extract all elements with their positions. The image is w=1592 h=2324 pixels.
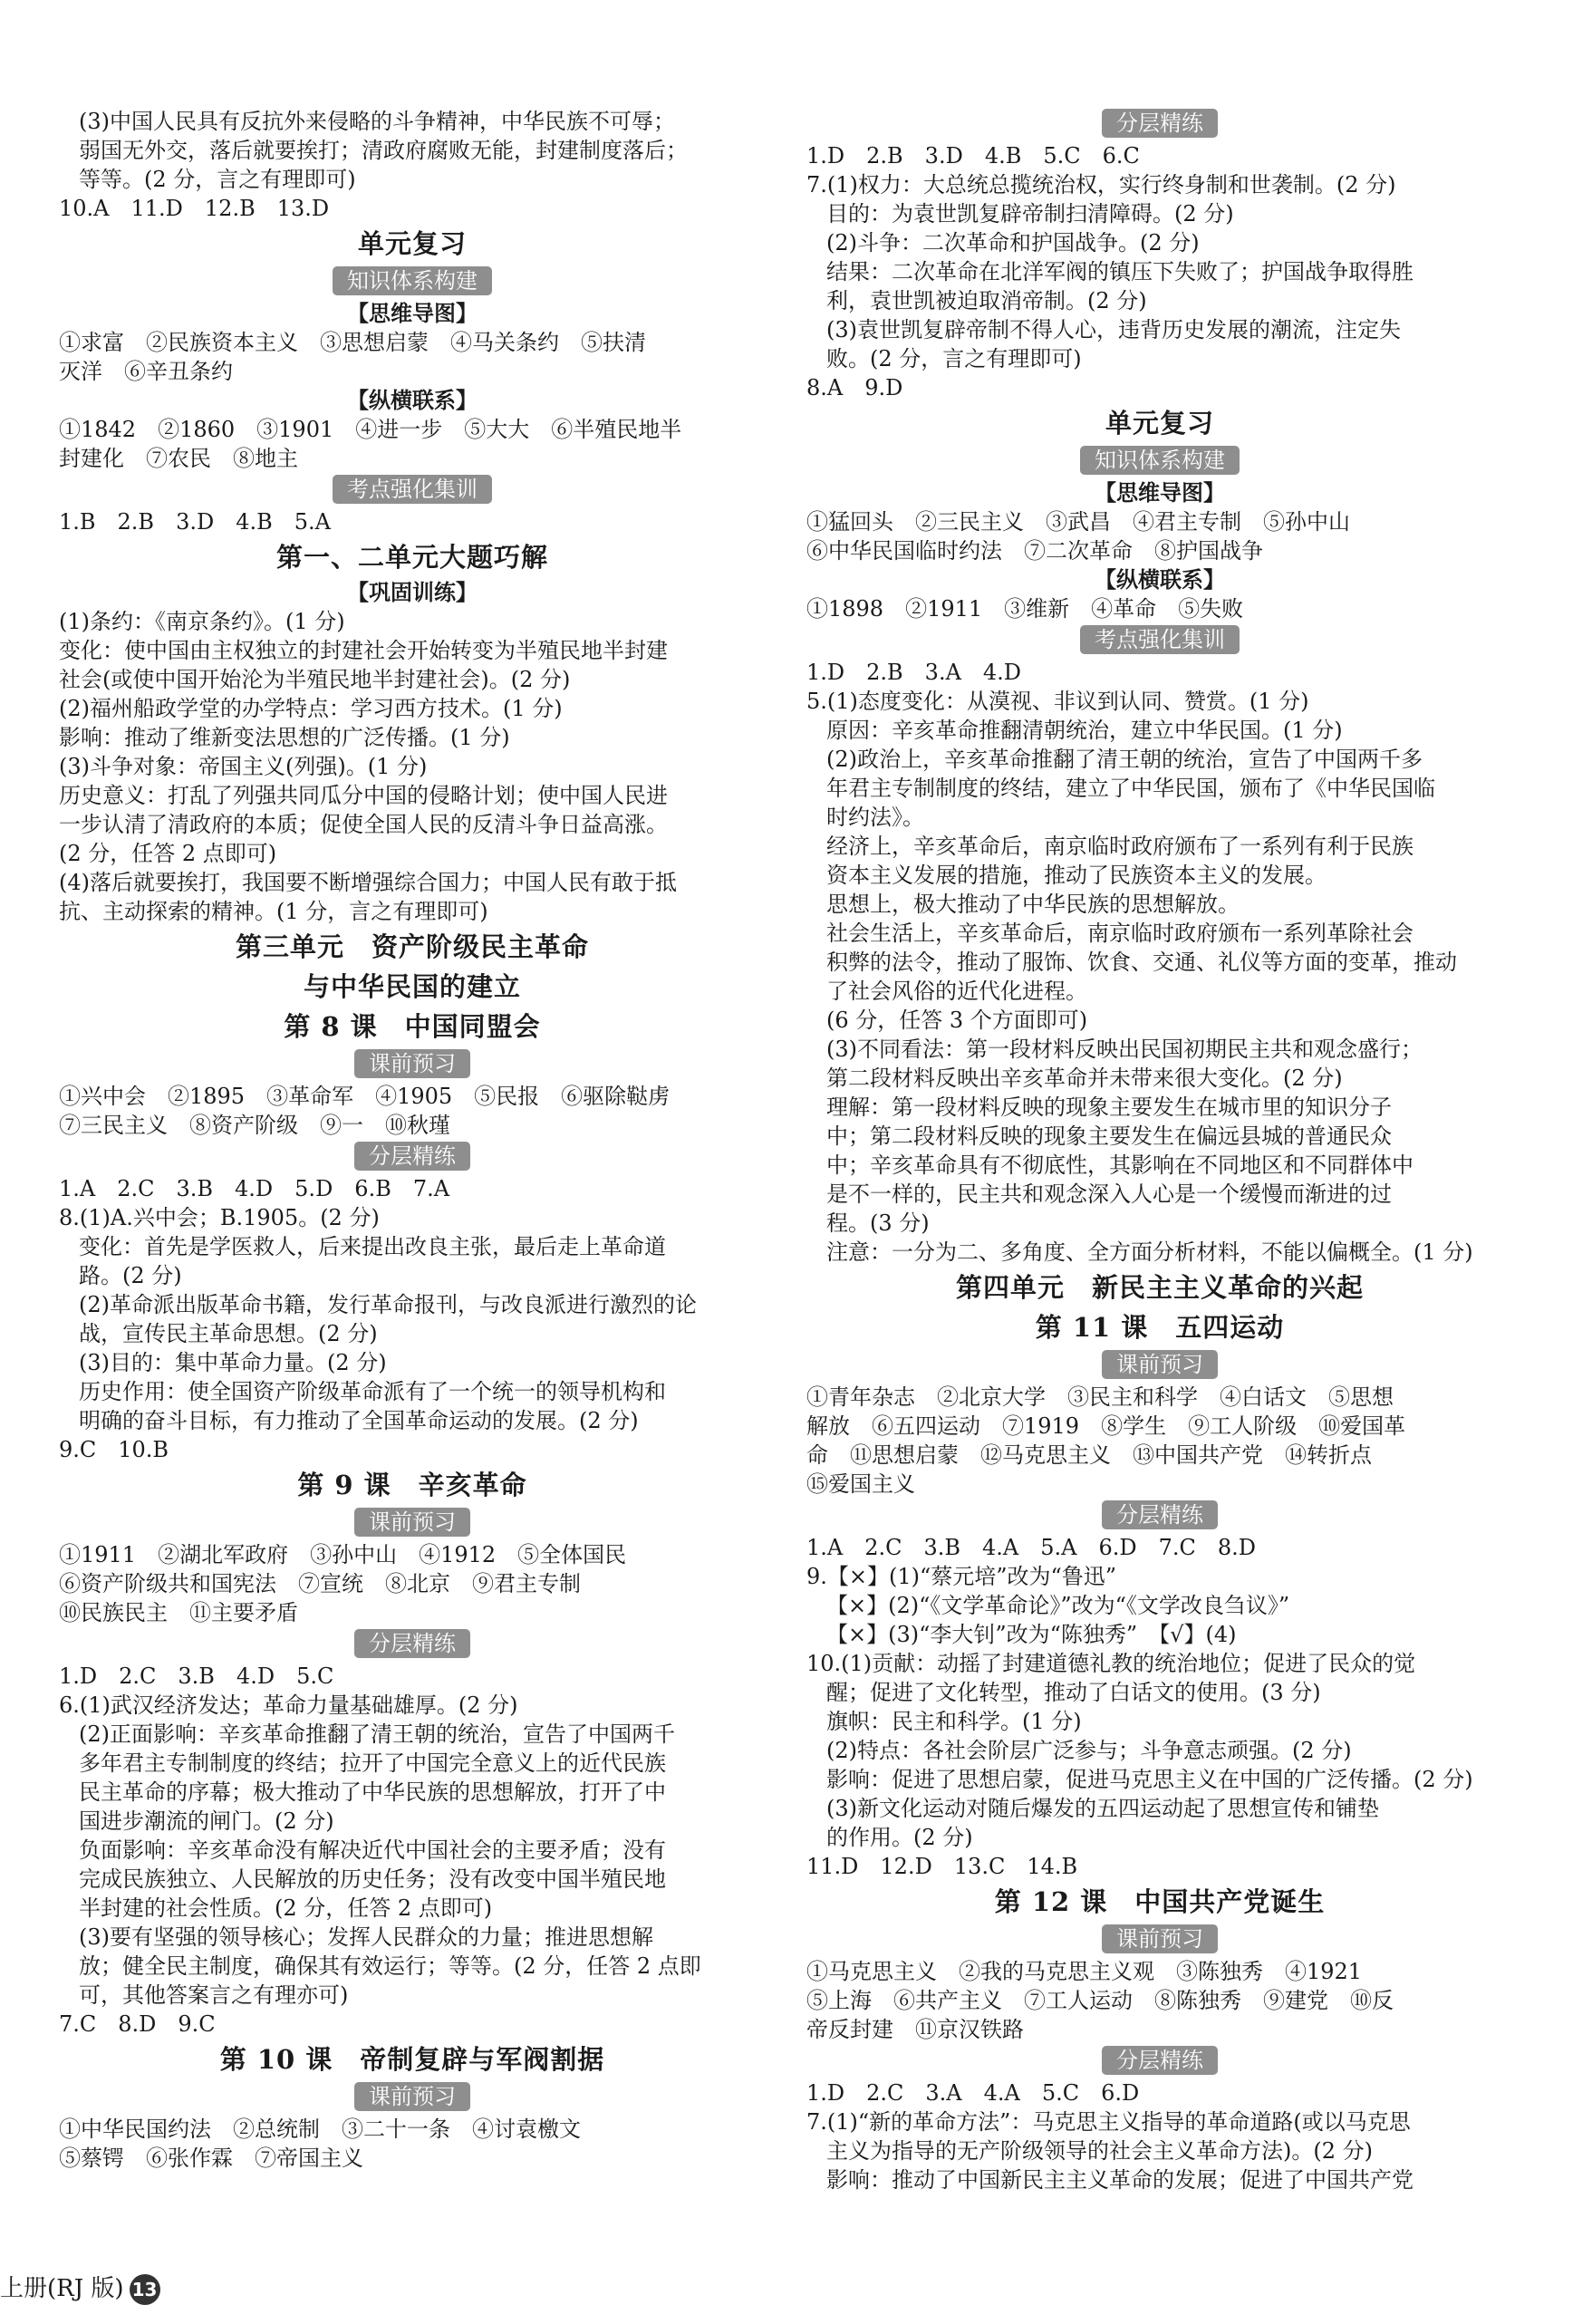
answer-line: 1.D 2.C 3.B 4.D 5.C <box>59 1663 334 1689</box>
section-badge-row <box>59 1627 766 1662</box>
section-badge: 课前预习 <box>1102 1924 1218 1953</box>
page-number: 13 <box>130 2274 160 2305</box>
answer-line: 变化：使中国由主权独立的封建社会开始转变为半殖民地半封建 <box>59 638 668 663</box>
answer-line: ⑩民族民主 ⑪主要矛盾 <box>59 1600 298 1625</box>
answer-line: 了社会风俗的近代化进程。 <box>826 979 1087 1004</box>
answer-line: 年君主专制制度的终结，建立了中华民国，颁布了《中华民国临 <box>826 776 1435 801</box>
answer-line: 时约法》。 <box>826 805 924 830</box>
subsection-heading: 【纵横联系】 <box>347 387 478 413</box>
answer-line: ①马克思主义 ②我的马克思主义观 ③陈独秀 ④1921 <box>806 1959 1363 1984</box>
answer-line: 1.D 2.C 3.A 4.A 5.C 6.D <box>806 2080 1140 2106</box>
answer-line: 【×】(2)“《文学革命论》”改为“《文学改良刍议》” <box>826 1593 1290 1618</box>
answer-line: (2)斗争：二次革命和护国战争。(2 分) <box>826 230 1200 256</box>
section-badge-row <box>59 1506 766 1540</box>
answer-line: 1.A 2.C 3.B 4.D 5.D 6.B 7.A <box>59 1176 450 1201</box>
answer-line: (2)特点：各社会阶层广泛参与；斗争意志顽强。(2 分) <box>826 1738 1352 1763</box>
answer-line: ⑤上海 ⑥共产主义 ⑦工人运动 ⑧陈独秀 ⑨建党 ⑩反 <box>806 1988 1394 2013</box>
answer-line: ①1842 ②1860 ③1901 ④进一步 ⑤大大 ⑥半殖民地半 <box>59 417 682 442</box>
answer-line: 程。(3 分) <box>826 1210 930 1236</box>
subsection-heading: 【纵横联系】 <box>1095 566 1225 593</box>
answer-line: 可，其他答案言之有理亦可) <box>79 1982 349 2008</box>
answer-line: 民主革命的序幕；极大推动了中华民族的思想解放，打开了中 <box>79 1779 666 1805</box>
answer-line: 1.D 2.B 3.A 4.D <box>806 660 1022 685</box>
section-badge-row <box>59 265 766 299</box>
answer-line: 帝反封建 ⑪京汉铁路 <box>806 2017 1024 2042</box>
section-badge-row <box>806 1499 1513 1533</box>
answer-line: (3)要有坚强的领导核心；发挥人民群众的力量；推进思想解 <box>79 1924 653 1950</box>
answer-line: 经济上，辛亥革命后，南京临时政府颁布了一系列有利于民族 <box>826 834 1414 859</box>
section-title: 第 8 课 中国同盟会 <box>284 1011 541 1042</box>
answer-line: (2)正面影响：辛亥革命推翻了清王朝的统治，宣告了中国两千 <box>79 1721 675 1747</box>
answer-line: 影响：推动了中国新民主主义革命的发展；促进了中国共产党 <box>826 2167 1414 2193</box>
section-title: 第三单元 资产阶级民主革命 <box>235 931 589 962</box>
answer-line: ⑥资产阶级共和国宪法 ⑦宣统 ⑧北京 ⑨君主专制 <box>59 1571 581 1596</box>
answer-line: ⑥中华民国临时约法 ⑦二次革命 ⑧护国战争 <box>806 538 1263 564</box>
answer-line: (4)落后就要挨打，我国要不断增强综合国力；中国人民有敢于抵 <box>59 870 677 895</box>
answer-line: 中；第二段材料反映的现象主要发生在偏远县城的普通民众 <box>826 1123 1392 1149</box>
answer-line: (6 分，任答 3 个方面即可) <box>826 1008 1088 1033</box>
answer-line: 醒；促进了文化转型，推动了白话文的使用。(3 分) <box>826 1680 1321 1705</box>
section-badge-row <box>806 107 1513 141</box>
section-title: 第 11 课 五四运动 <box>1035 1312 1285 1343</box>
right-column <box>806 107 1513 2194</box>
answer-line: 国进步潮流的闸门。(2 分) <box>79 1808 334 1834</box>
left-column <box>59 107 766 2173</box>
section-badge: 知识体系构建 <box>333 266 492 295</box>
answer-line: 封建化 ⑦农民 ⑧地主 <box>59 446 298 471</box>
answer-line: ①1898 ②1911 ③维新 ④革命 ⑤失败 <box>806 596 1244 622</box>
subsection-heading: 【思维导图】 <box>1095 479 1225 506</box>
answer-line: 7.(1)“新的革命方法”：马克思主义指导的革命道路(或以马克思 <box>806 2109 1411 2135</box>
answer-line: 灭洋 ⑥辛丑条约 <box>59 359 233 384</box>
answer-line: 弱国无外交，落后就要挨打；清政府腐败无能，封建制度落后； <box>79 138 688 163</box>
answer-line: (3)中国人民具有反抗外来侵略的斗争精神，中华民族不可辱； <box>79 109 675 134</box>
section-badge: 分层精练 <box>1102 2046 1218 2075</box>
section-title: 第四单元 新民主主义革命的兴起 <box>955 1272 1364 1303</box>
answer-line: 旗帜：民主和科学。(1 分) <box>826 1709 1082 1734</box>
answer-line: 9.C 10.B <box>59 1437 169 1462</box>
answer-line: ①青年杂志 ②北京大学 ③民主和科学 ④白话文 ⑤思想 <box>806 1384 1394 1410</box>
answer-line: 思想上，极大推动了中华民族的思想解放。 <box>826 892 1240 917</box>
section-title: 单元复习 <box>1105 408 1214 439</box>
answer-line: ①中华民国约法 ②总统制 ③二十一条 ④讨袁檄文 <box>59 2117 581 2142</box>
answer-line: 注意：一分为二、多角度、全方面分析材料，不能以偏概全。(1 分) <box>826 1239 1473 1265</box>
answer-line: 负面影响：辛亥革命没有解决近代中国社会的主要矛盾；没有 <box>79 1837 666 1863</box>
answer-line: 8.A 9.D <box>806 375 903 400</box>
answer-line: 等等。(2 分，言之有理即可) <box>79 167 356 192</box>
answer-line: 多年君主专制制度的终结；拉开了中国完全意义上的近代民族 <box>79 1750 666 1776</box>
edition-label: 上册(RJ 版) <box>0 2275 124 2302</box>
section-badge: 课前预习 <box>354 2082 470 2111</box>
answer-line: 8.(1)A.兴中会；B.1905。(2 分) <box>59 1205 380 1230</box>
answer-line: 7.C 8.D 9.C <box>59 2011 216 2037</box>
section-badge: 考点强化集训 <box>333 475 492 504</box>
answer-line: ①求富 ②民族资本主义 ③思想启蒙 ④马关条约 ⑤扶清 <box>59 330 646 355</box>
section-title: 第 10 课 帝制复辟与军阀割据 <box>219 2044 605 2075</box>
answer-line: 1.D 2.B 3.D 4.B 5.C 6.C <box>806 143 1140 169</box>
answer-line: 9.【×】(1)“蔡元培”改为“鲁迅” <box>806 1564 1117 1589</box>
answer-line: 半封建的社会性质。(2 分，任答 2 点即可) <box>79 1895 493 1921</box>
answer-line: 目的：为袁世凯复辟帝制扫清障碍。(2 分) <box>826 201 1234 227</box>
answer-line: 第二段材料反映出辛亥革命并未带来很大变化。(2 分) <box>826 1066 1343 1091</box>
section-badge-row <box>59 1047 766 1082</box>
answer-line: 原因：辛亥革命推翻清朝统治，建立中华民国。(1 分) <box>826 718 1343 743</box>
answer-line: (3)新文化运动对随后爆发的五四运动起了思想宣传和铺垫 <box>826 1796 1379 1821</box>
section-title: 与中华民国的建立 <box>303 971 521 1002</box>
answer-line: ⑮爱国主义 <box>806 1471 915 1497</box>
section-badge: 课前预习 <box>354 1508 470 1537</box>
answer-line: 战，宣传民主革命思想。(2 分) <box>79 1321 378 1346</box>
answer-line: 11.D 12.D 13.C 14.B <box>806 1854 1078 1879</box>
page-footer <box>0 2272 160 2305</box>
section-badge: 分层精练 <box>1102 109 1218 138</box>
answer-line: 结果：二次革命在北洋军阀的镇压下失败了；护国战争取得胜 <box>826 259 1414 284</box>
answer-line: (2 分，任答 2 点即可) <box>59 841 277 866</box>
answer-line: 7.(1)权力：大总统总揽统治权，实行终身制和世袭制。(2 分) <box>806 172 1396 198</box>
subsection-heading: 【巩固训练】 <box>347 579 478 605</box>
section-badge-row <box>806 1923 1513 1957</box>
answer-line: 中；辛亥革命具有不彻底性，其影响在不同地区和不同群体中 <box>826 1152 1414 1178</box>
answer-line: 1.A 2.C 3.B 4.A 5.A 6.D 7.C 8.D <box>806 1535 1257 1560</box>
answer-line: 1.B 2.B 3.D 4.B 5.A <box>59 509 331 535</box>
answer-line: 【×】(3)“李大钊”改为“陈独秀” 【√】(4) <box>826 1622 1237 1647</box>
section-badge: 课前预习 <box>1102 1350 1218 1379</box>
answer-line: 历史意义：打乱了列强共同瓜分中国的侵略计划；使中国人民进 <box>59 783 668 808</box>
section-badge: 课前预习 <box>354 1049 470 1078</box>
section-badge-row <box>59 473 766 507</box>
answer-line: 败。(2 分，言之有理即可) <box>826 346 1082 371</box>
answer-line: ⑤蔡锷 ⑥张作霖 ⑦帝国主义 <box>59 2146 363 2171</box>
answer-line: 10.(1)贡献：动摇了封建道德礼教的统治地位；促进了民众的觉 <box>806 1651 1416 1676</box>
answer-line: 影响：推动了维新变法思想的广泛传播。(1 分) <box>59 725 510 750</box>
answer-line: 的作用。(2 分) <box>826 1825 973 1850</box>
answer-line: 完成民族独立、人民解放的历史任务；没有改变中国半殖民地 <box>79 1866 666 1892</box>
answer-line: 理解：第一段材料反映的现象主要发生在城市里的知识分子 <box>826 1094 1392 1120</box>
answer-line: 资本主义发展的措施，推动了民族资本主义的发展。 <box>826 863 1327 888</box>
answer-line: 放；健全民主制度，确保其有效运行；等等。(2 分，任答 2 点即 <box>79 1953 701 1979</box>
answer-line: 历史作用：使全国资产阶级革命派有了一个统一的领导机构和 <box>79 1379 666 1404</box>
section-title: 单元复习 <box>357 228 467 259</box>
answer-line: (2)福州船政学堂的办学特点：学习西方技术。(1 分) <box>59 696 563 721</box>
answer-line: ①兴中会 ②1895 ③革命军 ④1905 ⑤民报 ⑥驱除鞑虏 <box>59 1084 671 1109</box>
answer-line: (3)斗争对象：帝国主义(列强)。(1 分) <box>59 754 428 779</box>
section-badge: 分层精练 <box>354 1629 470 1658</box>
answer-line: 解放 ⑥五四运动 ⑦1919 ⑧学生 ⑨工人阶级 ⑩爱国革 <box>806 1413 1406 1439</box>
section-badge-row <box>806 1348 1513 1383</box>
section-badge-row <box>806 2044 1513 2078</box>
answer-line: (3)不同看法：第一段材料反映出民国初期民主共和观念盛行； <box>826 1037 1423 1062</box>
section-badge: 知识体系构建 <box>1080 446 1240 475</box>
section-badge-row <box>59 1140 766 1174</box>
answer-line: (1)条约：《南京条约》。(1 分) <box>59 609 345 634</box>
answer-line: (2)革命派出版革命书籍，发行革命报刊，与改良派进行激烈的论 <box>79 1292 697 1317</box>
section-badge: 分层精练 <box>1102 1500 1218 1529</box>
section-badge-row <box>59 2080 766 2115</box>
answer-line: (3)目的：集中革命力量。(2 分) <box>79 1350 387 1375</box>
answer-line: 积弊的法令，推动了服饰、饮食、交通、礼仪等方面的变革，推动 <box>826 950 1457 975</box>
section-badge-row <box>806 444 1513 478</box>
answer-line: 命 ⑪思想启蒙 ⑫马克思主义 ⑬中国共产党 ⑭转折点 <box>806 1442 1372 1468</box>
answer-line: 6.(1)武汉经济发达；革命力量基础雄厚。(2 分) <box>59 1692 518 1718</box>
section-title: 第 12 课 中国共产党诞生 <box>994 1886 1326 1917</box>
answer-line: (3)袁世凯复辟帝制不得人心，违背历史发展的潮流，注定失 <box>826 317 1401 342</box>
answer-line: 10.A 11.D 12.B 13.D <box>59 196 330 221</box>
answer-line: (2)政治上，辛亥革命推翻了清王朝的统治，宣告了中国两千多 <box>826 747 1423 772</box>
section-badge: 分层精练 <box>354 1142 470 1171</box>
answer-line: 5.(1)态度变化：从漠视、非议到认同、赞赏。(1 分) <box>806 689 1309 714</box>
answer-line: ①1911 ②湖北军政府 ③孙中山 ④1912 ⑤全体国民 <box>59 1542 627 1567</box>
answer-line: 社会生活上，辛亥革命后，南京临时政府颁布一系列革除社会 <box>826 921 1414 946</box>
answer-line: 抗、主动探索的精神。(1 分，言之有理即可) <box>59 899 488 924</box>
answer-line: 影响：促进了思想启蒙，促进马克思主义在中国的广泛传播。(2 分) <box>826 1767 1473 1792</box>
section-title: 第一、二单元大题巧解 <box>275 542 548 573</box>
answer-line: ⑦三民主义 ⑧资产阶级 ⑨一 ⑩秋瑾 <box>59 1113 450 1138</box>
answer-line: 路。(2 分) <box>79 1263 182 1288</box>
answer-line: 一步认清了清政府的本质；促使全国人民的反清斗争日益高涨。 <box>59 812 668 837</box>
answer-line: 明确的奋斗目标，有力推动了全国革命运动的发展。(2 分) <box>79 1408 639 1433</box>
section-badge: 考点强化集训 <box>1080 625 1240 654</box>
answer-line: 变化：首先是学医救人，后来提出改良主张，最后走上革命道 <box>79 1234 666 1259</box>
answer-line: 社会(或使中国开始沦为半殖民地半封建社会)。(2 分) <box>59 667 571 692</box>
section-badge-row <box>806 623 1513 658</box>
subsection-heading: 【思维导图】 <box>347 300 478 326</box>
answer-line: 是不一样的，民主共和观念深入人心是一个缓慢而渐进的过 <box>826 1181 1392 1207</box>
answer-line: ①猛回头 ②三民主义 ③武昌 ④君主专制 ⑤孙中山 <box>806 509 1350 535</box>
answer-line: 主义为指导的无产阶级领导的社会主义革命方法)。(2 分) <box>826 2138 1373 2164</box>
section-title: 第 9 课 辛亥革命 <box>297 1470 527 1500</box>
answer-line: 利，袁世凯被迫取消帝制。(2 分) <box>826 288 1147 313</box>
